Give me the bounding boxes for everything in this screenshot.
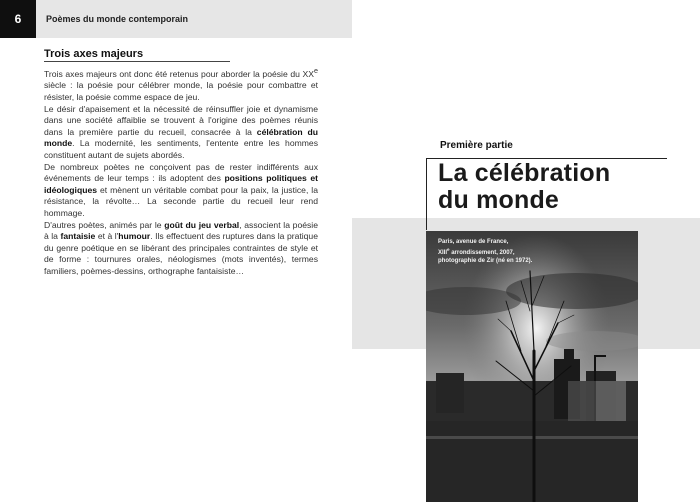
caption-line-2: XIIIe arrondissement, 2007, xyxy=(438,247,515,256)
paragraph-4: D'autres poètes, animés par le goût du jeu verbal, associent la poésie à la fantaisie et à l'humour. Ils effectuent des ruptures dans la pratique du genre poétique en se libérant des principales contraintes de style et de forme : tournures orales, néologismes (mots inventés), termes familiers, poèmes-dessins, orthographe fantaisiste… xyxy=(44,219,318,276)
paragraph-1: Trois axes majeurs ont donc été retenus pour aborder la poésie du XXe siècle : la poésie pour célébrer monde, la poésie pour combattre et résister, la poésie comme espace de jeu. xyxy=(44,67,318,103)
title-vertical-rule xyxy=(426,158,427,230)
book-title: Poèmes du monde contemporain xyxy=(46,14,189,24)
emphasis-wordplay: goût du jeu verbal xyxy=(164,219,240,230)
photograph xyxy=(426,231,638,502)
emphasis-fantasy: fantaisie xyxy=(60,231,96,242)
part-title-line-1: La célébration xyxy=(438,159,611,187)
paragraph-2: Le désir d'apaisement et la nécessité de réinsuffler joie et dynamisme dans une société affaiblie se trouvent à l'origine des poèmes réunis dans la première partie du recueil, consacrée à la célébration du monde. La modernité, les sentiments, l'entente entre les hommes constituent autant de sujets abordés. xyxy=(44,103,318,161)
paragraph-3: De nombreux poètes ne conçoivent pas de rester indifférents aux événements de leur temps : ils adoptent des positions politiques et idéologiques et mènent un véritable combat pour la paix, la justice, la résistance, la révolte… La seconde partie du recueil leur rend hommage. xyxy=(44,161,318,218)
caption-line-1: Paris, avenue de France, xyxy=(438,239,509,245)
caption-line-3: photographie de Zir (né en 1972). xyxy=(438,258,533,264)
photo-caption xyxy=(438,238,618,265)
page-number: 6 xyxy=(0,0,36,38)
part-title-line-2: du monde xyxy=(438,186,560,214)
running-header xyxy=(36,0,352,38)
emphasis-celebration: célébration du monde xyxy=(44,126,318,149)
emphasis-political: positions politiques et idéologiques xyxy=(44,173,318,195)
part-label: Première partie xyxy=(440,140,513,151)
part-title xyxy=(438,160,663,214)
emphasis-humour: humour xyxy=(118,231,151,242)
body-text xyxy=(44,66,318,278)
section-heading: Trois axes majeurs xyxy=(44,48,230,62)
photo-scene xyxy=(426,231,638,502)
